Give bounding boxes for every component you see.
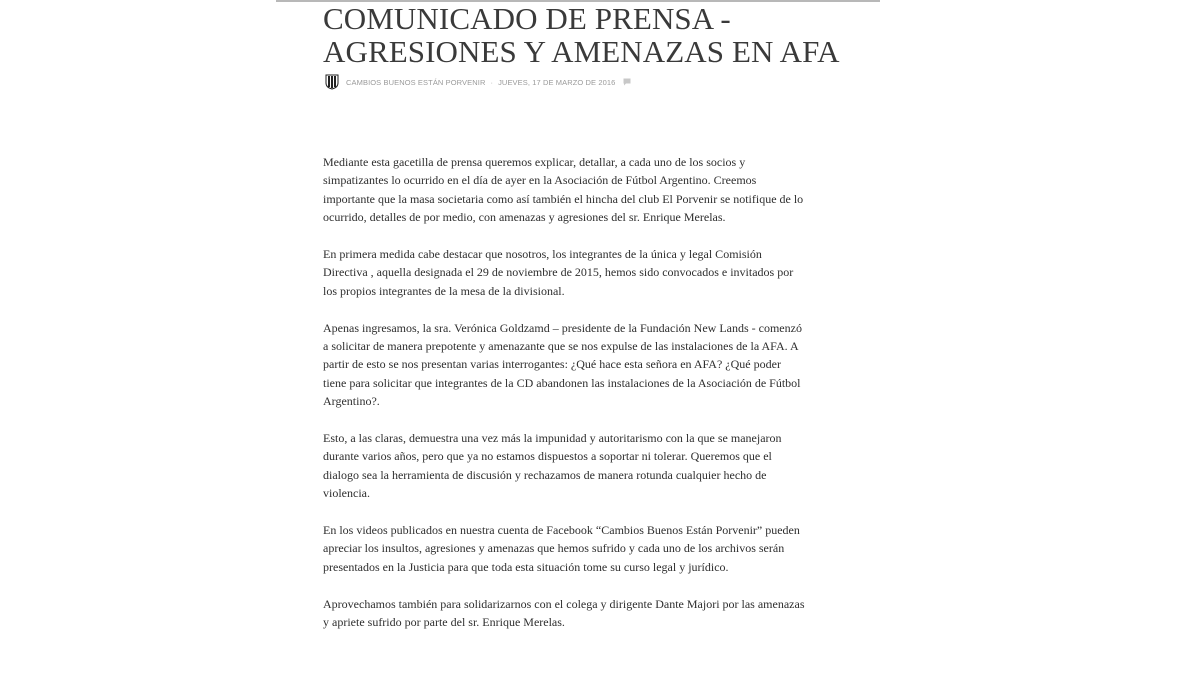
paragraph: En primera medida cabe destacar que nosotros, los integrantes de la única y legal Comisión Directiva , aquella designada el 29 de noviembre de 2015, hemos sido convocados e invitados por los propios integrantes de la mesa de la divisional. [323,247,794,298]
post-body [323,153,805,650]
paragraph: En los videos publicados en nuestra cuenta de Facebook “Cambios Buenos Están Porvenir” pueden apreciar los insultos, agresiones y amenazas que hemos sufrido y cada uno de los archivos serán presentados en la Justicia para que toda esta situación tome su curso legal y jurídico. [323,523,800,574]
post-title: COMUNICADO DE PRENSA - AGRESIONES Y AMENAZAS EN AFA [323,1,840,69]
post-author-link[interactable]: CAMBIOS BUENOS ESTÁN PORVENIR [346,77,486,87]
paragraph: Mediante esta gacetilla de prensa queremos explicar, detallar, a cada uno de los socios y simpatizantes lo ocurrido en el día de ayer en la Asociación de Fútbol Argentino. Creemos importante que la masa societaria como así también el hincha del club El Porvenir se notifique de lo ocurrido, detalles de por medio, con amenazas y agresiones del sr. Enrique Merelas. [323,155,804,225]
paragraph: Aprovechamos también para solidarizarnos con el colega y dirigente Dante Majori por las amenazas y apriete sufrido por parte del sr. Enrique Merelas. [323,596,805,630]
meta-separator: · [490,77,494,87]
club-crest-icon[interactable] [324,74,340,90]
comment-icon[interactable] [623,78,631,86]
paragraph: Apenas ingresamos, la sra. Verónica Goldzamd – presidente de la Fundación New Lands - comenzó a solicitar de manera prepotente y amenazante que se nos expulse de las instalaciones de la AFA. A partir de esto se nos presentan varias interrogantes: ¿Qué hace esta señora en AFA? ¿Qué poder tiene para solicitar que integrantes de la CD abandonen las instalaciones de la Asociación de Fútbol Argentino?. [323,320,802,409]
post-meta [324,74,631,90]
paragraph: Esto, a las claras, demuestra una vez más la impunidad y autoritarismo con la que se manejaron durante varios años, pero que ya no estamos dispuestos a soportar ni tolerar. Queremos que el dialogo sea la herramienta de discusión y rechazamos de manera rotunda cualquier hecho de violencia. [323,431,782,501]
post-date[interactable]: JUEVES, 17 DE MARZO DE 2016 [498,77,616,87]
